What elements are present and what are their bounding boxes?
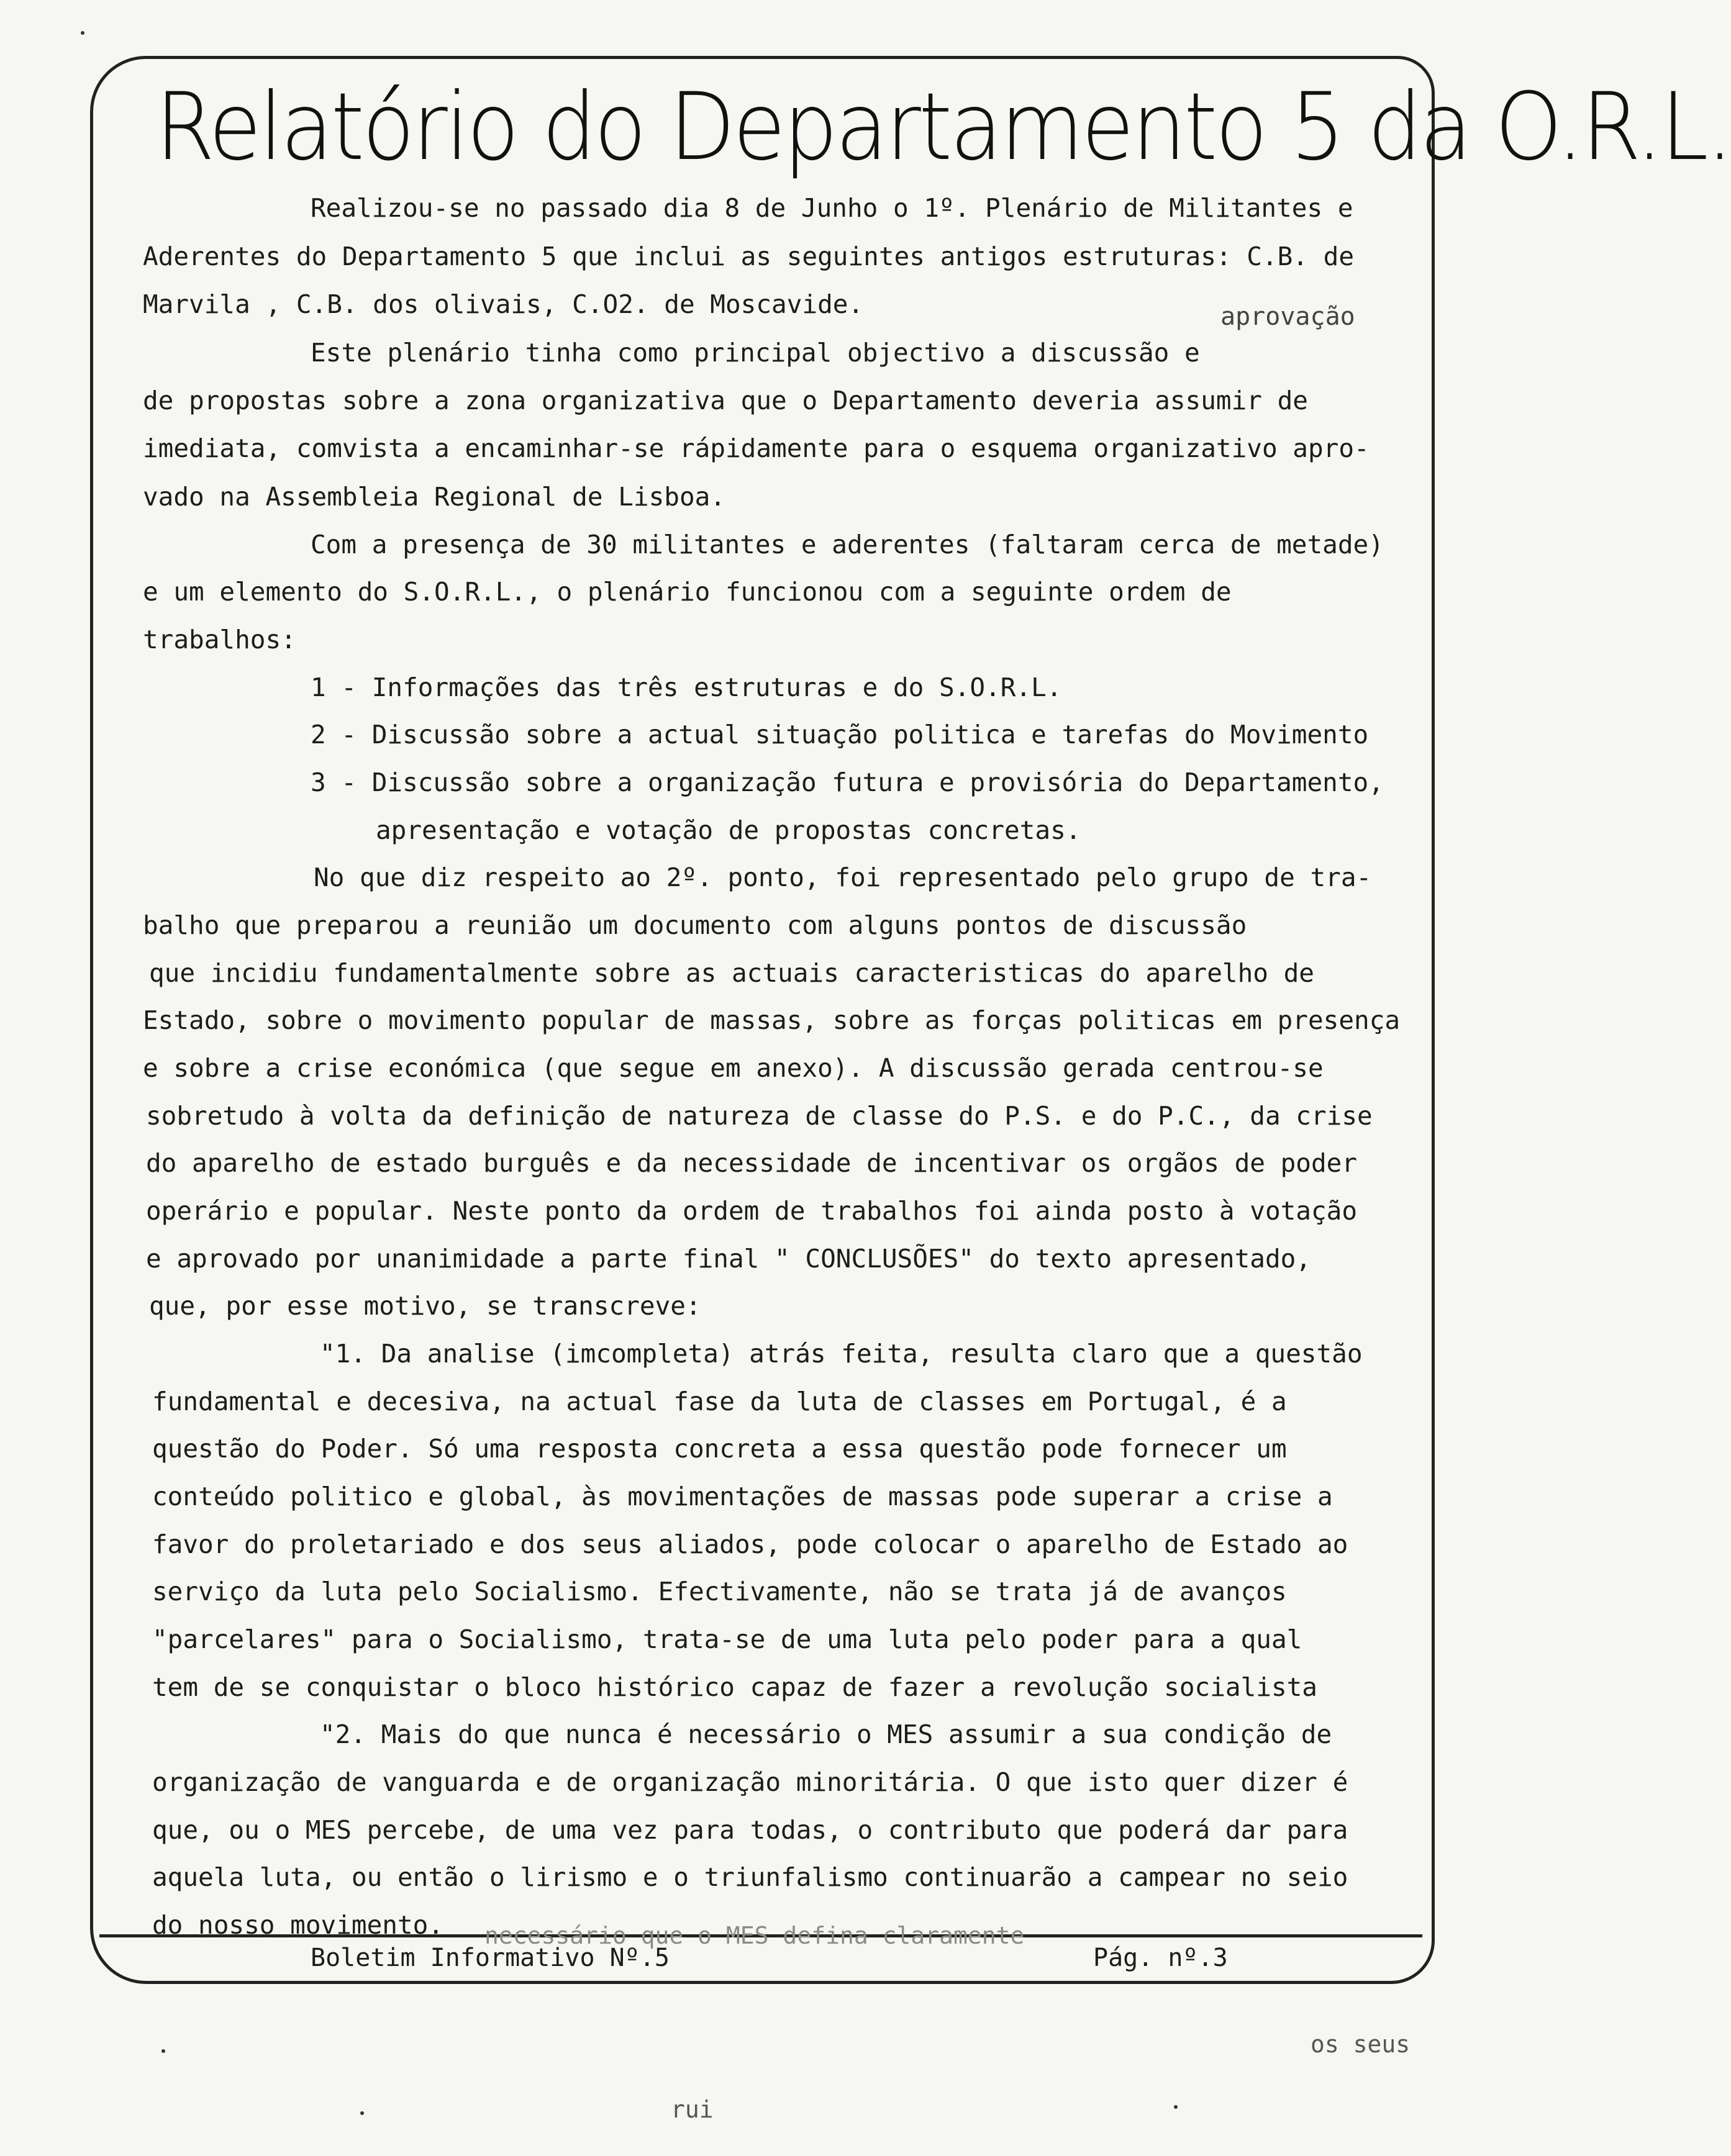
quote-line: questão do Poder. Só uma resposta concreta a essa questão pode fornecer um (152, 1434, 1287, 1464)
quote-line: que, ou o MES percebe, de uma vez para todas, o contributo que poderá dar para (152, 1815, 1348, 1845)
body-line: imediata, comvista a encaminhar-se rápidamente para o esquema organizativo apro- (143, 433, 1370, 463)
body-line: e sobre a crise económica (que segue em anexo). A discussão gerada centrou-se (143, 1053, 1324, 1083)
body-line: No que diz respeito ao 2º. ponto, foi representado pelo grupo de tra- (314, 863, 1372, 892)
body-line: Aderentes do Departamento 5 que inclui as seguintes antigos estruturas: C.B. de (143, 242, 1355, 271)
agenda-item: 3 - Discussão sobre a organização futura e provisória do Departamento, (311, 768, 1384, 797)
quote-line: tem de se conquistar o bloco histórico capaz de fazer a revolução socialista (152, 1672, 1317, 1702)
speck (1174, 2105, 1178, 2109)
page-number: Pág. nº.3 (1093, 1944, 1228, 1972)
body-line: de propostas sobre a zona organizativa que o Departamento deveria assumir de (143, 386, 1308, 415)
quote-line: do nosso movimento. (152, 1910, 443, 1940)
speck (360, 2111, 364, 2115)
body-line: que incidiu fundamentalmente sobre as actuais caracteristicas do aparelho de (149, 958, 1314, 988)
body-line: Realizou-se no passado dia 8 de Junho o 1º. Plenário de Militantes e (311, 193, 1353, 223)
body-line: Este plenário tinha como principal objectivo a discussão e (311, 338, 1200, 368)
agenda-item: apresentação e votação de propostas concretas. (376, 815, 1081, 845)
handwritten-annotation: aprovação (1220, 302, 1355, 331)
bleed-text-right: os seus (1311, 2031, 1411, 2058)
body-line: trabalhos: (143, 625, 296, 654)
quote-line: conteúdo politico e global, às movimentações de massas pode superar a crise a (152, 1482, 1333, 1511)
bleed-text-bottom: rui (671, 2096, 714, 2123)
body-line: vado na Assembleia Regional de Lisboa. (143, 482, 725, 512)
body-line: operário e popular. Neste ponto da ordem de trabalhos foi ainda posto à votação (146, 1196, 1358, 1226)
body-line: Marvila , C.B. dos olivais, C.O2. de Moscavide. (143, 289, 864, 319)
body-line: e aprovado por unanimidade a parte final " CONCLUSÕES" do texto apresentado, (146, 1244, 1311, 1274)
quote-line: aquela luta, ou então o lirismo e o triunfalismo continuarão a campear no seio (152, 1862, 1348, 1892)
body-line: Estado, sobre o movimento popular de massas, sobre as forças politicas em presença (143, 1005, 1401, 1035)
body-line: do aparelho de estado burguês e da necessidade de incentivar os orgãos de poder (146, 1148, 1358, 1178)
quote-line: fundamental e decesiva, na actual fase da luta de classes em Portugal, é a (152, 1387, 1287, 1416)
agenda-item: 1 - Informações das três estruturas e do S.O.R.L. (311, 673, 1062, 702)
quote-line: favor do proletariado e dos seus aliados, pode colocar o aparelho de Estado ao (152, 1529, 1348, 1559)
body-line: Com a presença de 30 militantes e aderentes (faltaram cerca de metade) (311, 530, 1384, 559)
speck (81, 31, 84, 35)
quote-line: "parcelares" para o Socialismo, trata-se de uma luta pelo poder para a qual (152, 1624, 1302, 1654)
quote-line: serviço da luta pelo Socialismo. Efectivamente, não se trata já de avanços (152, 1577, 1287, 1606)
quote-line: "1. Da analise (imcompleta) atrás feita, resulta claro que a questão (320, 1339, 1363, 1369)
bulletin-label: Boletim Informativo Nº.5 (311, 1944, 670, 1972)
handwritten-title: Relatório do Departamento 5 da O.R.L. (155, 73, 1731, 181)
body-line: sobretudo à volta da definição de natureza de classe do P.S. e do P.C., da crise (146, 1101, 1373, 1131)
agenda-item: 2 - Discussão sobre a actual situação politica e tarefas do Movimento (311, 720, 1369, 750)
speck (161, 2049, 165, 2053)
body-line: balho que preparou a reunião um documento com alguns pontos de discussão (143, 910, 1247, 940)
body-line: e um elemento do S.O.R.L., o plenário funcionou com a seguinte ordem de (143, 577, 1232, 607)
quote-line: "2. Mais do que nunca é necessário o MES assumir a sua condição de (320, 1719, 1332, 1749)
quote-line: organização de vanguarda e de organização minoritária. O que isto quer dizer é (152, 1767, 1348, 1797)
body-line: que, por esse motivo, se transcreve: (149, 1291, 701, 1321)
faint-bleedthrough-text: necessário que o MES defina claramente (484, 1922, 1025, 1949)
